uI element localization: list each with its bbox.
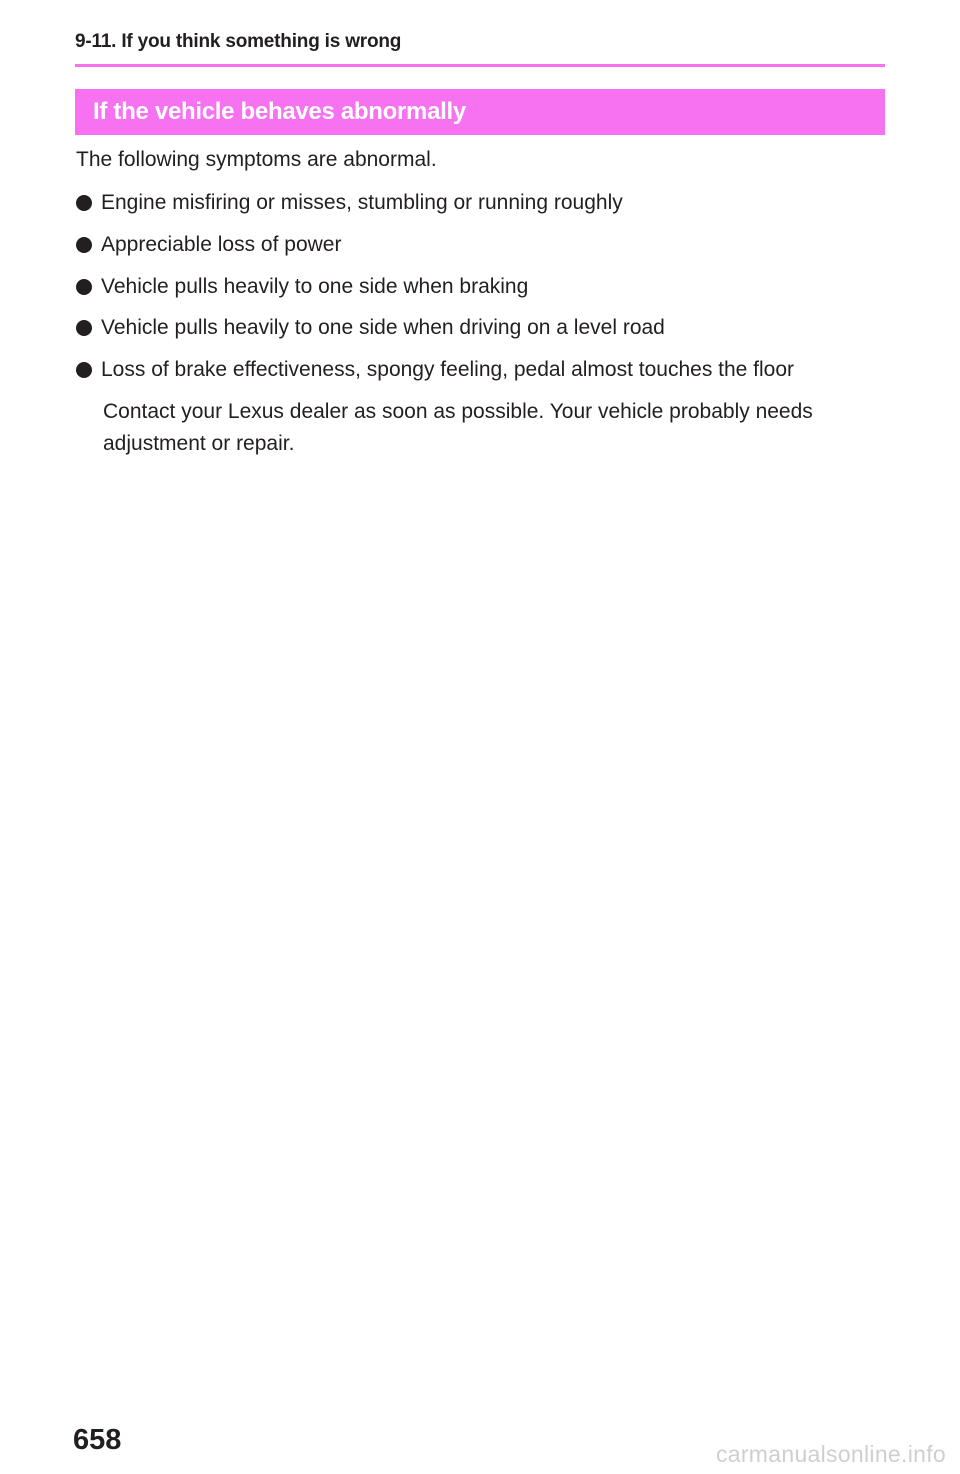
section-banner <box>75 89 885 135</box>
list-item-text: Vehicle pulls heavily to one side when braking <box>101 274 529 298</box>
bullet-icon <box>76 362 92 378</box>
intro-text: The following symptoms are abnormal. <box>76 148 437 171</box>
list-item-text: Appreciable loss of power <box>101 232 342 256</box>
bullet-icon <box>76 279 92 295</box>
symptom-list <box>76 190 794 399</box>
list-item-text: Engine misfiring or misses, stumbling or running roughly <box>101 191 623 214</box>
page-number: 658 <box>73 1424 122 1456</box>
watermark: carmanualsonline.info <box>715 1441 946 1467</box>
section-title: If the vehicle behaves abnormally <box>93 98 466 125</box>
bullet-icon <box>76 237 92 253</box>
list-item <box>76 190 794 232</box>
advice-text: Contact your Lexus dealer as soon as possible. Your vehicle probably needs adjustment or repair. <box>103 400 813 455</box>
running-header: 9-11. If you think something is wrong <box>75 31 402 52</box>
list-item-text: Loss of brake effectiveness, spongy feeling, pedal almost touches the floor <box>101 358 795 381</box>
list-item <box>76 315 794 357</box>
header-rule <box>75 64 885 67</box>
bullet-icon <box>76 320 92 336</box>
list-item-text: Vehicle pulls heavily to one side when driving on a level road <box>101 316 665 340</box>
bullet-icon <box>76 195 92 211</box>
list-item <box>76 357 794 399</box>
list-item <box>76 274 794 316</box>
list-item <box>76 232 794 274</box>
